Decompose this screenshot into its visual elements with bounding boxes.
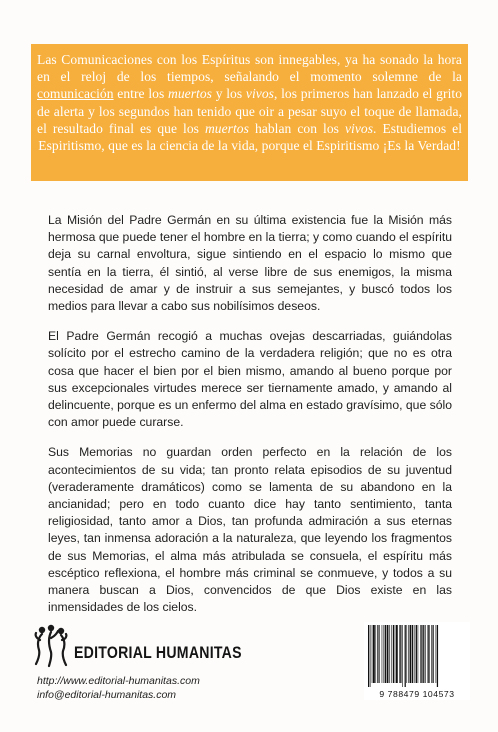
quote-segment: , los primeros han lanzado el grito de alerta y los segundos han tenido que oir a pesar suyo el toque de llamada, el resultado final es que los bbox=[37, 86, 463, 136]
quote-segment: muertos bbox=[204, 120, 249, 136]
barcode-bar bbox=[412, 625, 413, 683]
barcode-bar bbox=[395, 625, 396, 683]
barcode-bar bbox=[372, 625, 373, 683]
barcode-bar bbox=[431, 625, 432, 683]
quote-segment: y los bbox=[212, 86, 246, 102]
barcode-bar bbox=[379, 625, 380, 683]
quote-box bbox=[31, 44, 468, 181]
barcode-bar bbox=[432, 625, 433, 683]
barcode-bar bbox=[429, 625, 430, 683]
barcode-bar bbox=[400, 625, 401, 683]
barcode-bar bbox=[382, 625, 383, 683]
humanitas-figures-logo-icon bbox=[34, 624, 68, 668]
quote-segment: comunicación bbox=[37, 86, 114, 102]
barcode-bar bbox=[385, 625, 386, 683]
publisher-email-link[interactable]: info@editorial-humanitas.com bbox=[37, 689, 177, 701]
barcode-bar bbox=[405, 625, 406, 687]
barcode-bar bbox=[387, 625, 389, 683]
isbn-number: 9 788479 104573 bbox=[379, 689, 455, 699]
barcode-bar bbox=[399, 625, 400, 683]
barcode-bar bbox=[437, 625, 438, 687]
barcode-bar bbox=[389, 625, 390, 683]
quote-segment: hablan con los bbox=[248, 120, 345, 136]
barcode-bar bbox=[391, 625, 392, 683]
back-cover-description bbox=[48, 212, 452, 629]
barcode-bars bbox=[367, 625, 467, 687]
isbn-barcode bbox=[364, 622, 470, 700]
barcode-bar bbox=[421, 625, 422, 683]
quote-segment: Las Comunicaciones con los Espíritus son innegables, ya ha sonado la hora en el reloj de los tiempos, señalando el momento solemne de la bbox=[37, 52, 462, 85]
barcode-bar bbox=[406, 625, 407, 683]
barcode-bar bbox=[415, 625, 416, 683]
quote-segment: entre los bbox=[113, 86, 168, 102]
barcode-bar bbox=[410, 625, 412, 683]
barcode-bar bbox=[416, 625, 417, 683]
barcode-bar bbox=[402, 625, 403, 687]
barcode-bar bbox=[423, 625, 424, 683]
barcode-bar bbox=[425, 625, 426, 683]
barcode-bar bbox=[384, 625, 385, 683]
barcode-bar bbox=[368, 625, 369, 687]
description-paragraph-2: El Padre Germán recogió a muchas ovejas descarriadas, guiándolas solícito por el estrecho camino de la verdadera religión; que no es otra cosa que hacer el bien por el bien mismo, amando al bueno porque por sus excepcionales virtudes merece ser tiernamente amado, y amando al delincuente, porque es un enfermo del alma en estado gravísimo, que sólo con amor puede curarse. bbox=[48, 329, 452, 430]
publisher-name: EDITORIAL HUMANITAS bbox=[74, 643, 242, 662]
barcode-bar bbox=[375, 625, 376, 683]
barcode-bar bbox=[418, 625, 419, 683]
barcode-bar bbox=[408, 625, 409, 683]
barcode-bar bbox=[393, 625, 394, 683]
description-paragraph-3: Sus Memorias no guardan orden perfecto en la relación de los acontecimientos de su vida; tan pronto relata episodios de su juventud (veraderamente dramáticos) como se lamenta de su abandono en la ancianidad; pero en todo cuanto dice hay tanto sentimiento, tanta religiosidad, tanto amor a Dios, tan profunda admiración a sus eternas leyes, tan inmensa adoración a la naturaleza, que leyendo los fragmentos de sus Memorias, el alma más atribulada se consuela, el espíritu más escéptico reflexiona, el hombre más criminal se conmueve, y todos a su manera buscan a Dios, convencidos de que Dios existe en las inmensidades de los cielos. bbox=[48, 445, 452, 615]
quote-text bbox=[37, 51, 462, 154]
quote-segment: vivos bbox=[245, 86, 274, 102]
quote-segment: vivos bbox=[344, 120, 374, 136]
barcode-bar bbox=[428, 625, 429, 683]
quote-segment: muertos bbox=[167, 86, 212, 102]
publisher-website-link[interactable]: http://www.editorial-humanitas.com bbox=[37, 675, 200, 687]
description-paragraph-1: La Misión del Padre Germán en su última existencia fue la Misión más hermosa que puede tener el hombre en la tierra; y como cuando el espíritu deja su carnal envoltura, sigue sintiendo en el espacio lo mismo que sentía en la tierra, él sintió, al verse libre de sus enemigos, la misma necesidad de amar y de instruir a sus semejantes, y buscó todos los medios para llevar a cabo sus nobilísimos deseos. bbox=[48, 213, 452, 314]
barcode-bar bbox=[436, 625, 437, 683]
barcode-bar bbox=[370, 625, 371, 687]
barcode-bar bbox=[377, 625, 378, 683]
quote-segment: . Estudiemos el Espiritismo, que es la ciencia de la vida, porque el Espiritismo ¡Es la Verdad! bbox=[38, 120, 463, 154]
barcode-bar bbox=[373, 625, 375, 683]
barcode-bar bbox=[396, 625, 398, 683]
barcode-bar bbox=[420, 625, 421, 683]
